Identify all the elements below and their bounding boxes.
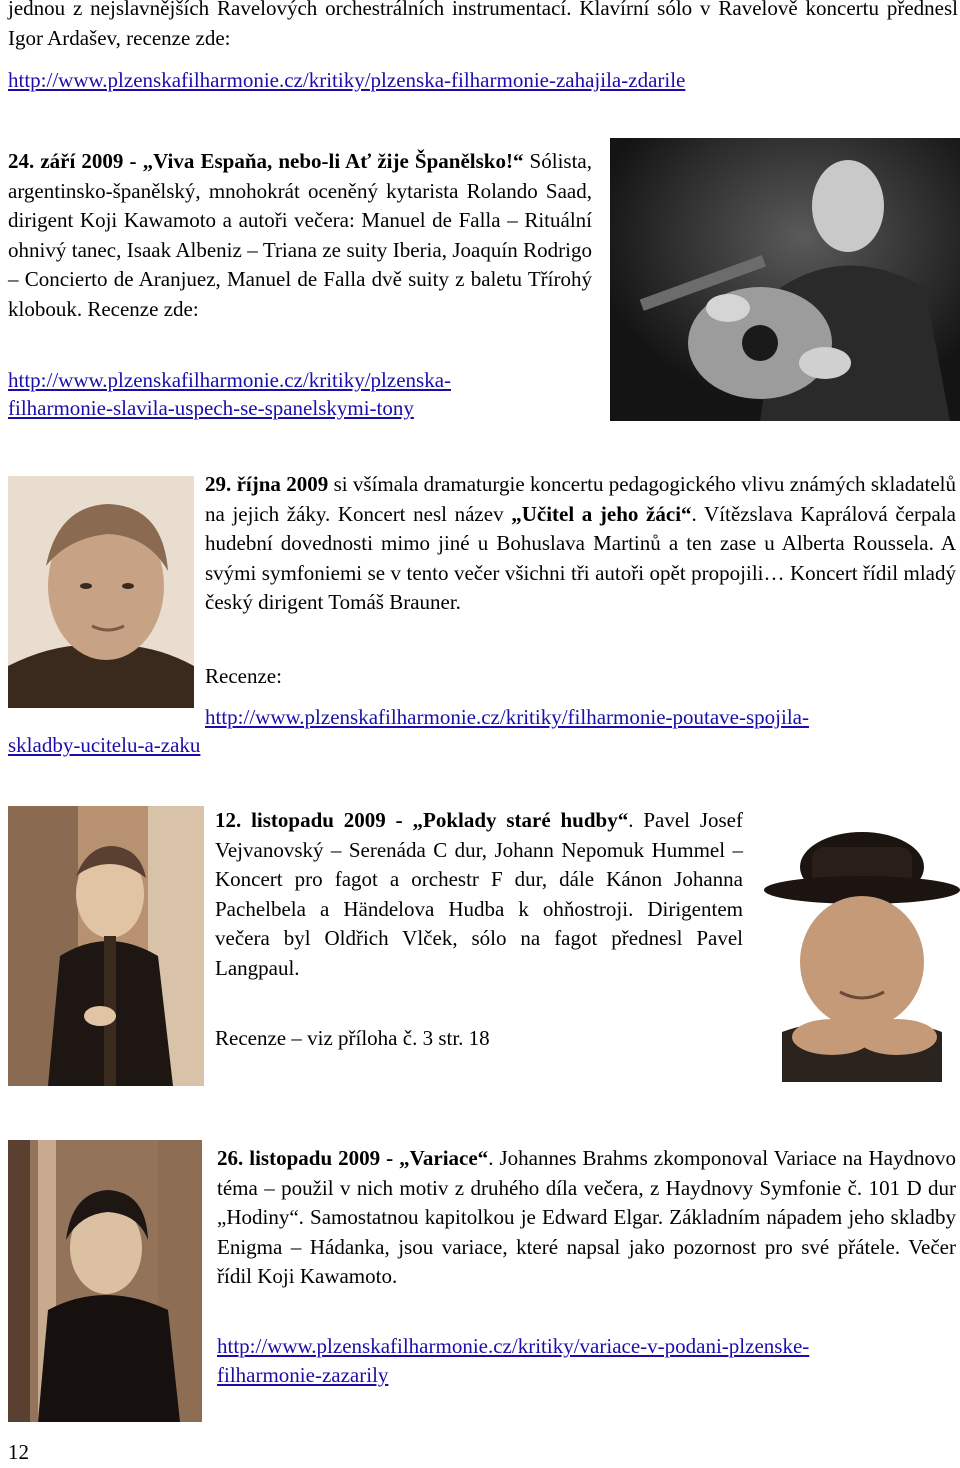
conductor-kawamoto-photo [8, 1140, 202, 1422]
review-link-variace[interactable]: http://www.plzenskafilharmonie.cz/kritiky/variace-v-podani-plzenske-filharmonie-zazarily [217, 1334, 810, 1387]
entry-ucitel-a-zaci [205, 470, 956, 618]
bassoonist-photo [8, 806, 204, 1086]
entry-poklady-stare-hudby [215, 806, 743, 983]
entry-body: si všímala dramaturgie koncertu pedagogického vlivu známých skladatelů na jejich žáky. Koncert nesl název [205, 472, 957, 526]
entry-variace [217, 1144, 956, 1292]
conductor-portrait [8, 476, 194, 708]
entry-link-line [205, 703, 960, 731]
conductor-vlcek-photo [762, 822, 960, 1082]
entry-body: . Johannes Brahms zkomponoval Variace na Haydnovo téma – použil v nich motiv z druhého díla večera, z Haydnovy Symfonie č. 101 D dur „Hodiny“. Samostatnou kapitolkou je Edward Elgar. Základním nápadem jeho skladby Enigma – Hádanka, jsou variace, které napsal jako pozornost pro své přátele. Večer řídil Koji Kawamoto. [217, 1146, 956, 1288]
entry-heading: 24. září 2009 - „Viva Espaňa, nebo-li Ať žije Španělsko!“ [8, 149, 524, 173]
entry-link-line [8, 366, 528, 422]
review-link-zahajila[interactable]: http://www.plzenskafilharmonie.cz/kritiky/plzenska-filharmonie-zahajila-zdarile [8, 68, 686, 92]
entry-body: . Vítězslava Kaprálová čerpala hudební dovednosti mimo jiné u Bohuslava Martinů a ten zase u Alberta Roussela. A svými symfoniemi se v tento večer všichni tři autoři opět propojili… Koncert řídil mladý český dirigent Tomáš Brauner. [205, 501, 956, 614]
entry-body: Sólista, argentinsko-španělský, mnohokrát oceněný kytarista Rolando Saad, dirigent Koji Kawamoto a autoři večera: Manuel de Falla – Rituální ohnivý tanec, Isaak Albeniz – Triana ze suity Iberia, Joaquín Rodrigo – Concierto de Aranjuez, Manuel de Falla dvě suity z baletu Třírohý klobouk. Recenze zde: [8, 149, 592, 321]
entry-heading: 12. listopadu 2009 - „Poklady staré hudby“ [215, 808, 629, 832]
intro-link-line [8, 66, 958, 96]
guitarist-photo [610, 138, 960, 421]
review-link-ucitelu-a-zaku[interactable]: http://www.plzenskafilharmonie.cz/kritiky/filharmonie-poutave-spojila- [205, 705, 809, 729]
review-label: Recenze: [205, 664, 282, 688]
entry-viva-espana [8, 147, 592, 324]
review-link-ucitelu-a-zaku-continued[interactable]: skladby-ucitelu-a-zaku [8, 733, 201, 757]
entry-link-line [217, 1332, 907, 1390]
review-link-spanelske-tony[interactable]: http://www.plzenskafilharmonie.cz/kritiky/plzenska-filharmonie-slavila-uspech-se-spanelskymi-tony [8, 368, 452, 420]
page-number: 12 [8, 1440, 29, 1464]
entry-heading: 29. října 2009 [205, 472, 329, 496]
entry-body: . Pavel Josef Vejvanovský – Serenáda C dur, Johann Nepomuk Hummel – Koncert pro fagot a orchestr F dur, dále Kánon Johanna Pachelbela a Händelova Hudba k ohňostroji. Dirigentem večera byl Oldřich Vlček, sólo na fagot přednesl Pavel Langpaul. [215, 808, 743, 980]
review-note: Recenze – viz příloha č. 3 str. 18 [215, 1026, 490, 1050]
entry-link-line-continued [8, 731, 200, 759]
intro-text: jednou z nejslavnějších Ravelových orchestrálních instrumentací. Klavírní sólo v Ravelově koncertu přednesl Igor Ardašev, recenze zde: [8, 0, 958, 50]
entry-heading: 26. listopadu 2009 - „Variace“ [217, 1146, 489, 1170]
concert-title: „Učitel a jeho žáci“ [511, 501, 692, 526]
